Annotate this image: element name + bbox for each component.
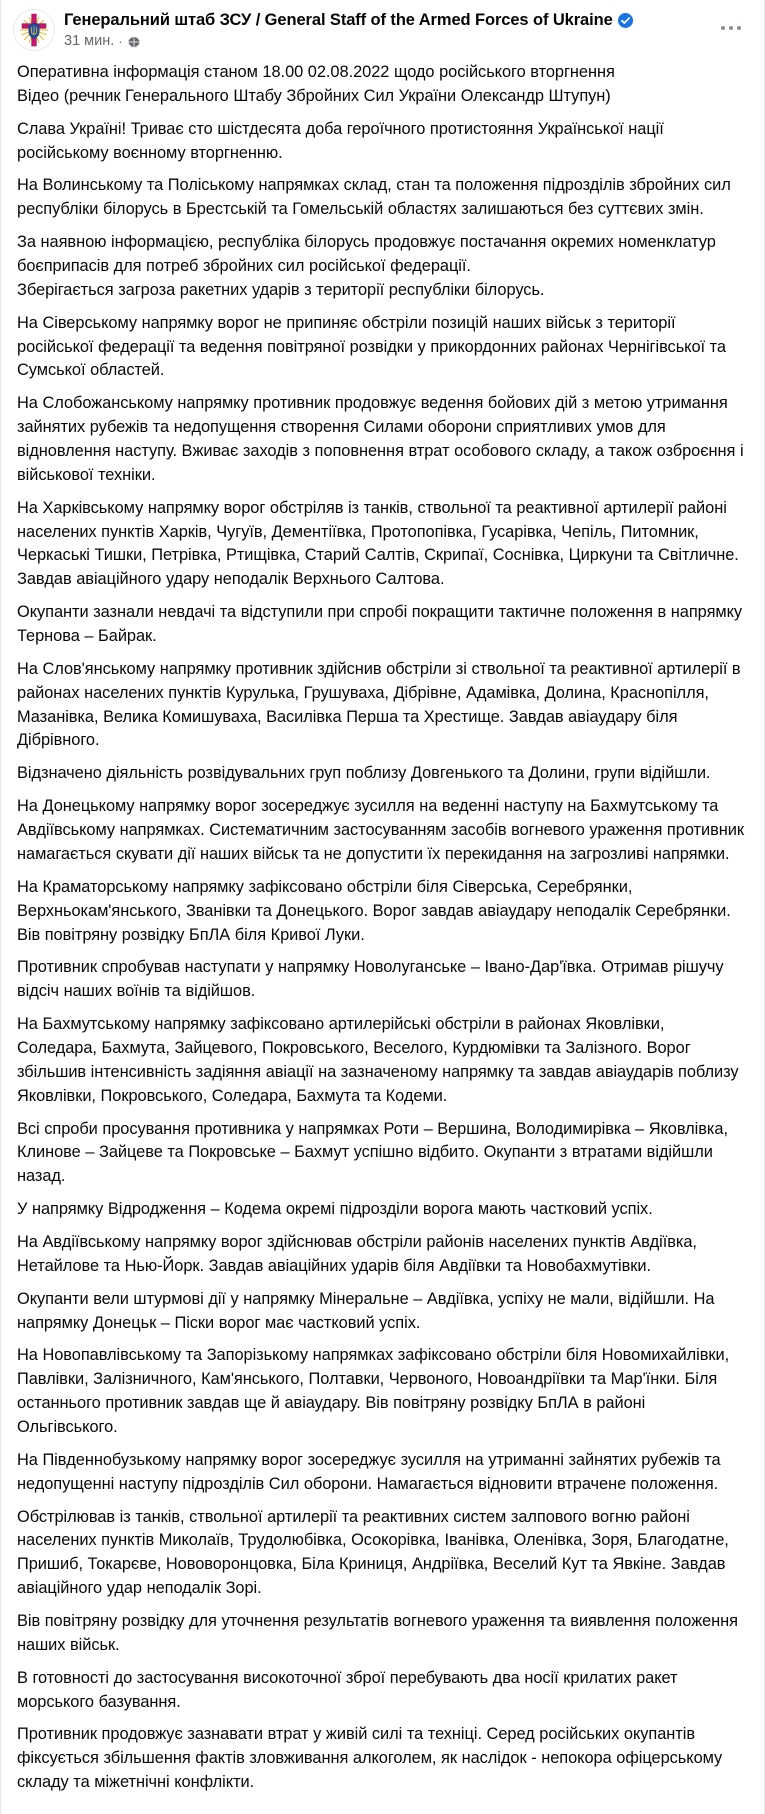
post-header [1, 0, 764, 55]
meta-separator: · [118, 34, 123, 50]
post-paragraph: Окупанти вели штурмові дії у напрямку Мінеральне – Авдіївка, успіху не мали, відійшли. На напрямку Донецьк – Піски ворог має частковий успіх. [17, 1289, 715, 1332]
post-paragraph: На Краматорському напрямку зафіксовано обстріли біля Сіверська, Серебрянки, Верхньокам'янського, Званівки та Донецького. Ворог завдав авіаудару неподалік Серебрянки. Вів повітряну розвідку БпЛА біля Кривої Луки. [17, 877, 731, 944]
post-paragraph: На Волинському та Поліському напрямках склад, стан та положення підрозділів збройних сил республіки білорусь в Брестській та Гомельській областях залишаються без суттєвих змін. [17, 176, 731, 219]
post-paragraph: Зберігається загроза ракетних ударів з території республіки білорусь. [17, 280, 545, 299]
post-paragraph: На Новопавлівському та Запорізькому напрямках зафіксовано обстріли біля Новомихайлівки, Павлівки, Залізничного, Кам'янського, Полтавки, Червоного, Новоандріївки та Мар'їнки. Біля останнього противник завдав ще й авіаудару. Вів повітряну розвідку БпЛА в районі Ольгівського. [17, 1346, 730, 1436]
post-paragraph: На Бахмутському напрямку зафіксовано артилерійські обстріли в районах Яковлівки, Соледара, Бахмута, Зайцевого, Покровського, Веселого, Курдюмівки та Залізного. Ворог збільшив інтенсивність задіяння авіації на зазначеному напрямку та завдав авіаударів поблизу Яковлівки, Покровського, Соледара, Бахмута та Кодеми. [17, 1015, 739, 1105]
post-paragraph: На Авдіївському напрямку ворог здійснював обстріли районів населених пунктів Авдіївка, Нетайлове та Нью-Йорк. Завдав авіаційних ударів біля Авдіївки та Новобахмутівки. [17, 1232, 697, 1275]
post-body [1, 55, 764, 1795]
post-paragraph: За наявною інформацією, республіка білорусь продовжує постачання окремих номенклатур боєприпасів для потреб збройних сил російської федерації. [17, 233, 716, 276]
post-paragraph: На Донецькому напрямку ворог зосереджує зусилля на веденні наступу на Бахмутському та Авдіївському напрямках. Систематичним застосуванням засобів вогневого ураження противник намагається скувати дії наших військ та не допустити їх перекидання на загрозливі напрямки. [17, 797, 744, 863]
post-meta-row [64, 33, 750, 50]
more-options-icon[interactable] [714, 16, 748, 40]
post-paragraph: Відео (речник Генерального Штабу Збройних Сил України Олександр Штупун) [17, 86, 611, 105]
more-dot [729, 26, 734, 31]
post-paragraph: На Сіверському напрямку ворог не припиняє обстріли позицій наших військ з території російської федерації та ведення повітряної розвідки у прикордонних районах Чернігівської та Сумської областей. [17, 313, 727, 380]
post-paragraph: На Слов'янському напрямку противник здійснив обстріли зі ствольної та реактивної артилерії в районах населених пунктів Курулька, Грушуваха, Дібрівне, Адамівка, Долина, Краснопілля, Мазанівка, Велика Комишуваха, Василівка Перша та Хрестище. Завдав авіаудару біля Дібрівного. [17, 659, 741, 750]
post-paragraph: Противник спробував наступати у напрямку Новолуганське – Івано-Дар'ївка. Отримав рішучу відсіч наших воїнів та відійшов. [17, 958, 724, 1001]
post-author-block [64, 9, 750, 51]
post-paragraph: У напрямку Відродження – Кодема окремі підрозділи ворога мають частковий успіх. [17, 1200, 653, 1219]
post-paragraph: В готовності до застосування високоточної зброї перебувають два носії крилатих ракет морського базування. [17, 1668, 678, 1711]
post-paragraph: На Слобожанському напрямку противник продовжує ведення бойових дій з метою утримання зайнятих рубежів та недопущення створення Силами оборони сприятливих умов для відновлення наступу. Вживає заходів з поповнення втрат особового складу, а також озброєння і військової техніки. [17, 394, 744, 484]
verified-badge-icon [618, 13, 633, 28]
post-paragraph: Обстрілював із танків, ствольної артилерії та реактивних систем залпового вогню районі населених пунктів Миколаїв, Трудолюбівка, Осокорівка, Іванівка, Оленівка, Зоря, Благодатне, Пришиб, Токарєве, Нововоронцовка, Біла Криниця, Андріївка, Веселий Кут та Явкіне. Завдав авіаційного удар неподалік Зорі. [17, 1507, 729, 1598]
post-paragraph: Слава Україні! Триває сто шістдесята доба героїчного протистояння Української нації російському воєнному вторгненню. [17, 119, 664, 162]
general-staff-emblem-avatar[interactable] [13, 9, 55, 51]
post-paragraph: Відзначено діяльність розвідувальних груп поблизу Довгенького та Долини, групи відійшли. [17, 764, 711, 783]
more-dot [737, 26, 742, 31]
post-paragraph: Всі спроби просування противника у напрямках Роти – Вершина, Володимирівка – Яковлівка, Клинове – Зайцеве та Покровське – Бахмут успішно відбито. Окупанти з втратами відійшли назад. [17, 1119, 728, 1186]
post-timestamp[interactable]: 31 мин. [64, 33, 115, 50]
post-paragraph: Окупанти зазнали невдачі та відступили при спробі покращити тактичне положення в напрямку Тернова – Байрак. [17, 603, 743, 646]
more-dot [721, 26, 726, 31]
page-name[interactable]: Генеральний штаб ЗСУ / General Staff of the Armed Forces of Ukraine [64, 11, 613, 29]
post-paragraph: На Харківському напрямку ворог обстріляв із танків, ствольної та реактивної артилерії районі населених пунктів Харків, Чугуїв, Дементіївка, Протопопівка, Гусарівка, Чепіль, Питомник, Черкаські Тишки, Петрівка, Ртищівка, Старий Салтів, Скрипаї, Соснівка, Циркуни та Світличне. Завдав авіаційного удару неподалік Верхнього Салтова. [17, 498, 739, 589]
globe-public-icon[interactable] [127, 35, 141, 49]
post-paragraph: Вів повітряну розвідку для уточнення результатів вогневого ураження та виявлення положення наших військ. [17, 1611, 738, 1654]
post-paragraph: Противник продовжує зазнавати втрат у живій силі та техніці. Серед російських окупантів фіксується збільшення фактів зловживання алкоголем, як наслідок - непокора офіцерському складу та міжетнічні конфлікти. [17, 1725, 723, 1792]
post-paragraph: На Південнобузькому напрямку ворог зосереджує зусилля на утриманні зайнятих рубежів та недопущенні наступу підрозділів Сил оборони. Намагається відновити втрачене положення. [17, 1450, 721, 1493]
post-paragraph: Оперативна інформація станом 18.00 02.08.2022 щодо російського вторгнення [17, 63, 615, 81]
page-name-row [64, 11, 750, 30]
